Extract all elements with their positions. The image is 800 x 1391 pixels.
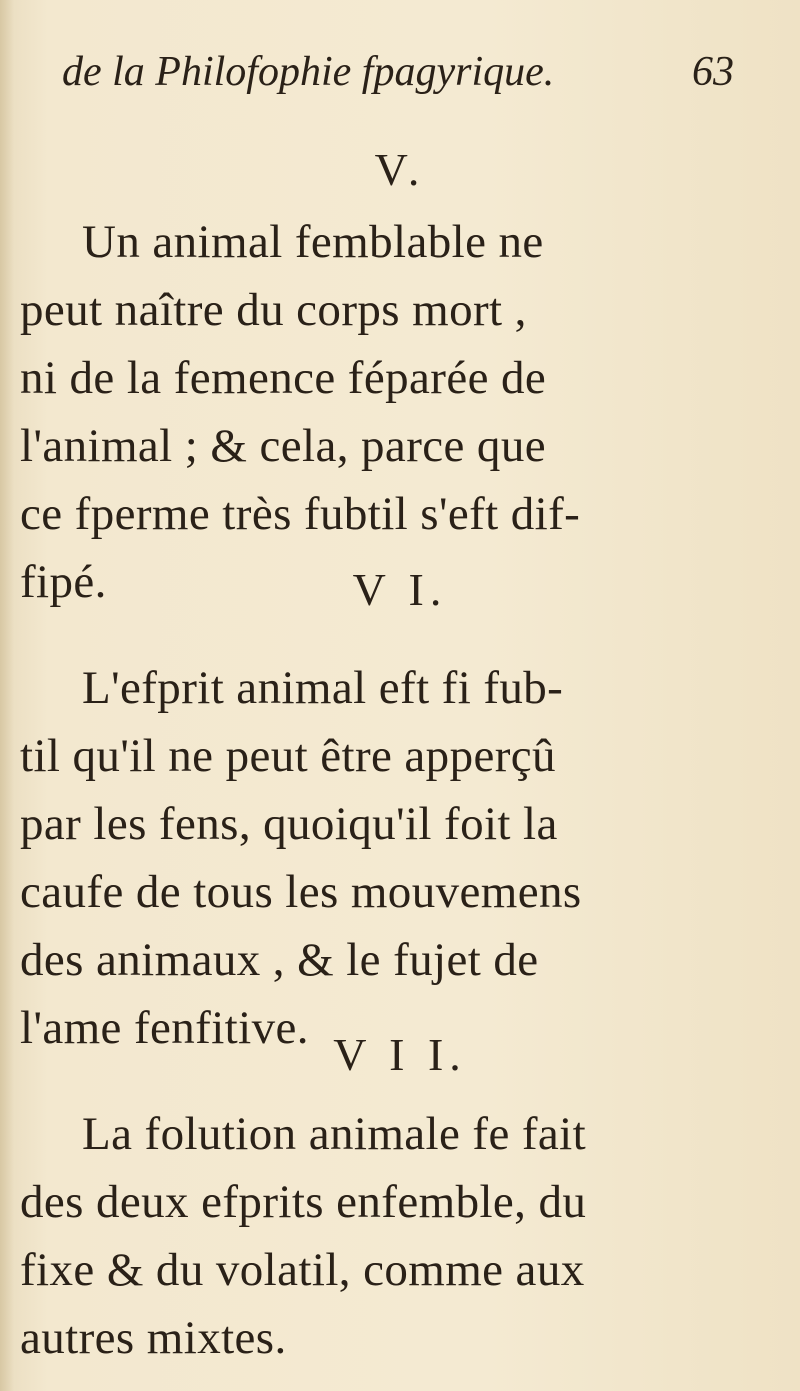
text-line: caufe de tous les mouvemens [20, 866, 582, 918]
page-gutter-shadow [0, 0, 14, 1391]
text-line: autres mixtes. [20, 1312, 287, 1364]
text-line: par les fens, quoiqu'il foit la [20, 798, 558, 850]
running-header [62, 42, 734, 102]
text-line: des deux efprits enfemble, du [20, 1176, 587, 1228]
text-line: L'efprit animal eft fi fub- [82, 662, 564, 714]
text-line: des animaux , & le fujet de [20, 934, 539, 986]
section-paragraph-vi [20, 654, 680, 1062]
page-number: 63 [692, 49, 734, 95]
text-line: ce fperme très fubtil s'eft dif- [20, 488, 581, 540]
text-line: fixe & du volatil, comme aux [20, 1244, 585, 1296]
text-line: La folution animale fe fait [82, 1108, 587, 1160]
text-line: l'ame fenfitive. [20, 1002, 309, 1054]
text-line: l'animal ; & cela, parce que [20, 420, 546, 472]
section-heading-v: V. [374, 144, 426, 195]
section-paragraph-v [20, 208, 680, 616]
section-paragraph-vii [20, 1100, 680, 1372]
text-line: fipé. [20, 556, 107, 608]
text-line: ni de la femence féparée de [20, 352, 547, 404]
text-line: til qu'il ne peut être apperçû [20, 730, 556, 782]
text-line: Un animal femblable ne [82, 216, 544, 268]
section-heading-vii: V I I. [333, 1029, 467, 1080]
text-line: peut naître du corps mort , [20, 284, 527, 336]
running-title: de la Philofophie fpagyrique. [62, 49, 555, 95]
section-heading-vi: V I. [352, 564, 448, 615]
